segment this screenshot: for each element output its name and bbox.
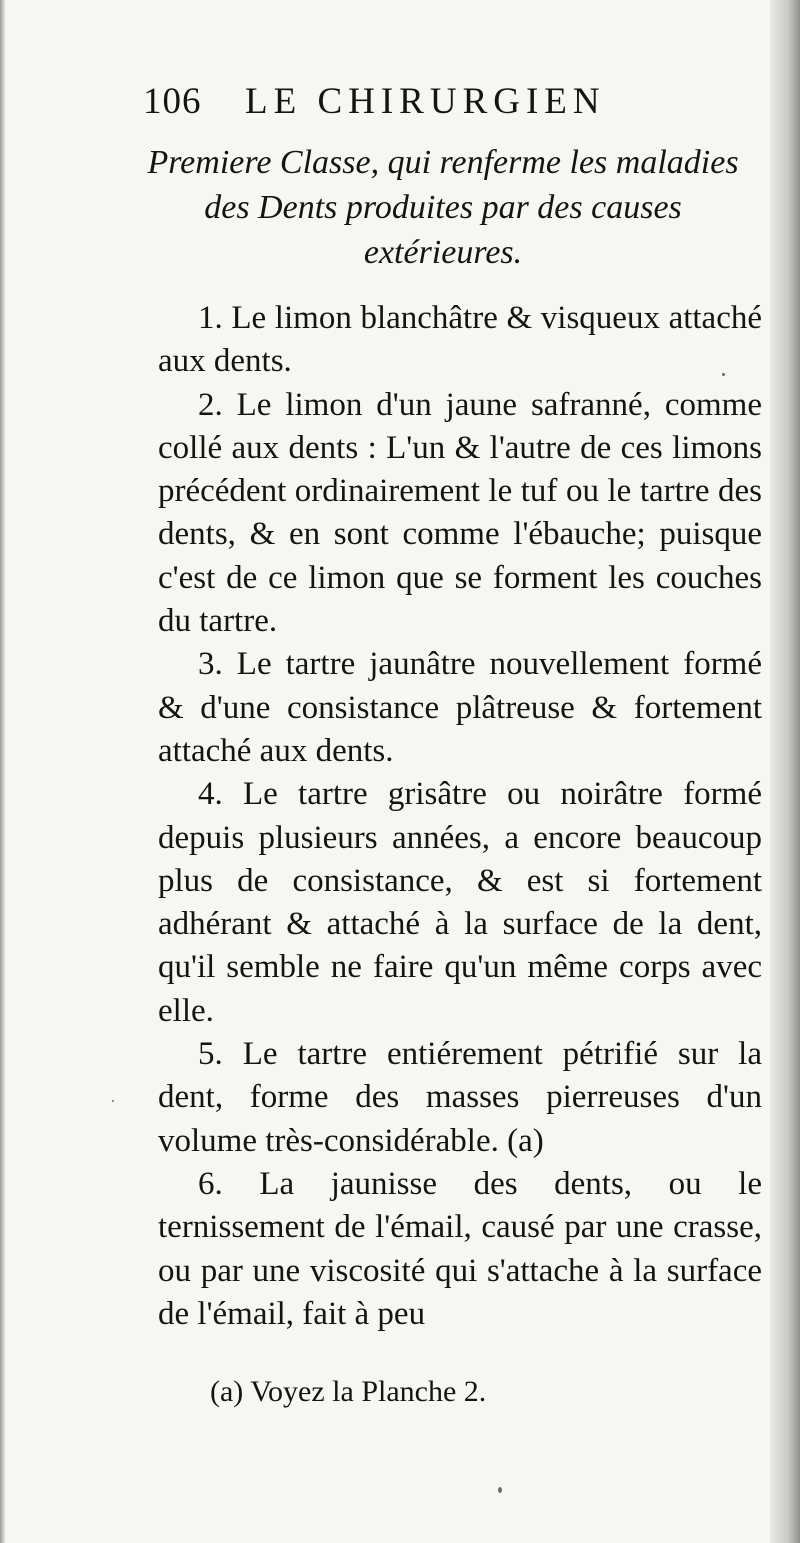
- body-text: [158, 297, 762, 1336]
- section-title: Premiere Classe, qui renferme les maladies des Dents produites par des causes extérieures.: [147, 144, 739, 271]
- paragraph-3: 3. Le tartre jaunâtre nouvellement formé & d'une consistance plâtreuse & fortement attaché aux dents.: [158, 646, 762, 769]
- paragraph-4: 4. Le tartre grisâtre ou noirâtre formé depuis plusieurs années, a encore beaucoup plus de consistance, & est si fortement adhérant & attaché à la surface de la dent, qu'il semble ne faire qu'un même corps avec elle.: [158, 776, 762, 1029]
- footnote: (a) Voyez la Planche 2.: [210, 1375, 487, 1408]
- running-title: LE CHIRURGIEN: [245, 81, 606, 122]
- ink-speck: [498, 1487, 502, 1493]
- paragraph-1: 1. Le limon blanchâtre & visqueux attaché aux dents.: [158, 300, 762, 380]
- page-header: [143, 80, 623, 128]
- ink-speck: [722, 373, 725, 376]
- paragraph-6: 6. La jaunisse des dents, ou le ternissement de l'émail, causé par une crasse, ou par une viscosité qui s'attache à la surface de l'émail, fait à peu: [158, 1165, 762, 1332]
- paragraph-5: 5. Le tartre entiérement pétrifié sur la dent, forme des masses pierreuses d'un volume très-considérable. (a): [158, 1036, 762, 1159]
- page-number: 106: [143, 81, 202, 122]
- paragraph-2: 2. Le limon d'un jaune safranné, comme collé aux dents : L'un & l'autre de ces limons précédent ordinairement le tuf ou le tartre des dents, & en sont comme l'ébauche; puisque c'est de ce limon que se forment les couches du tartre.: [158, 386, 762, 640]
- ink-speck: [112, 1100, 114, 1102]
